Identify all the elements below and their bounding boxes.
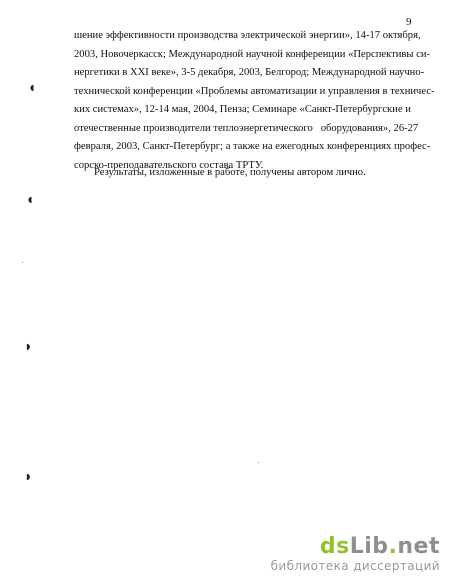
text-line: технической конференции «Проблемы автоматизации и управления в техничес- (74, 85, 435, 97)
paragraph-1 (74, 27, 435, 175)
text-line: февраля, 2003, Санкт-Петербург; а также на ежегодных конференциях профес- (74, 141, 431, 152)
text-line: 2003, Новочеркасск; Международной научной конференции «Перспективы си- (74, 48, 431, 60)
scan-speck (22, 262, 23, 263)
page-number: 9 (406, 16, 412, 28)
text-line: ких системах», 12-14 мая, 2004, Пенза; Семинаре «Санкт-Петербургские и (74, 104, 411, 115)
scan-mark-icon: ◖ (28, 195, 33, 204)
dslib-logo: dsLib.net (319, 534, 440, 559)
scan-mark-icon: ◗ (26, 342, 31, 351)
text-line: сорско-преподавательского состава ТРТУ. (74, 159, 264, 171)
text-line: отечественные производители теплоэнергетического оборудования», 26-27 (74, 122, 419, 134)
text-line: нергетики в XXI веке», 3-5 декабря, 2003, Белгород; Международной научно- (74, 67, 425, 78)
scan-mark-icon: ◖ (30, 83, 35, 92)
paragraph-2: Результаты, изложенные в работе, получены автором лично. (94, 167, 366, 178)
dslib-subtitle: библиотека диссертаций (270, 559, 440, 573)
scan-mark-icon: ◗ (26, 472, 31, 481)
scan-speck (258, 462, 259, 463)
text-line: шение эффективности производства электрической энергии», 14-17 октября, (74, 30, 421, 41)
dslib-watermark (271, 535, 440, 573)
